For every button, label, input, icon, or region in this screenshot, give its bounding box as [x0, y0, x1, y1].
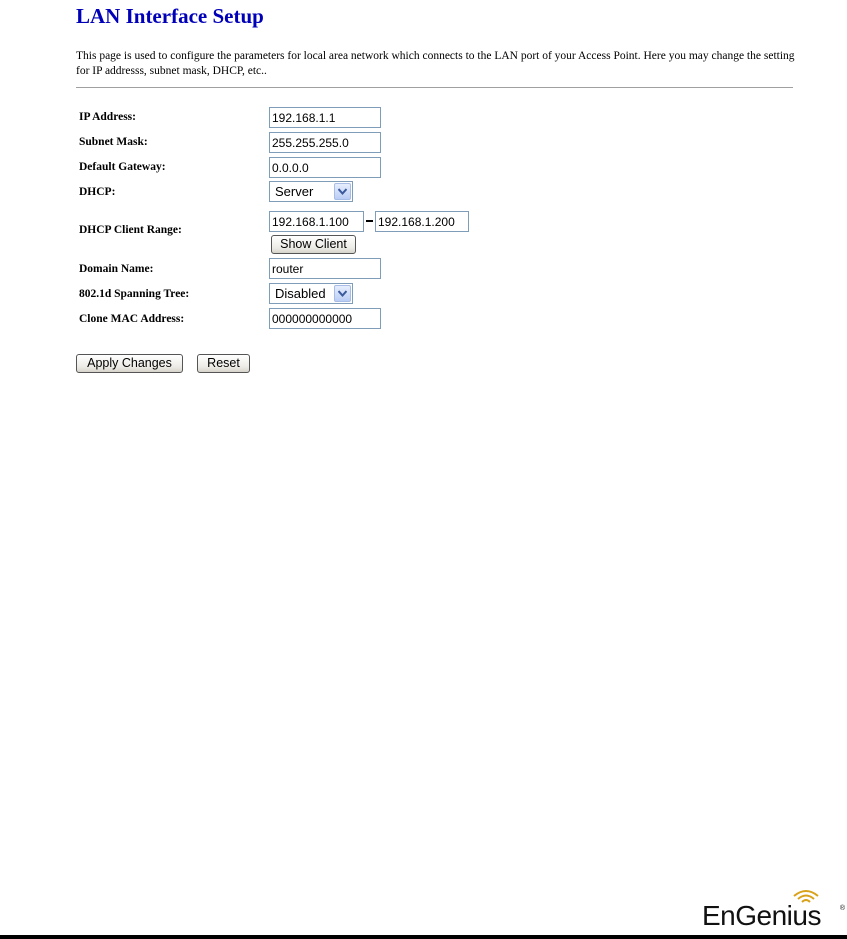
page-description: This page is used to configure the parameters for local area network which connects to the LAN port of your Access Point. Here you may change the setting for IP addresss, subnet mask, DHCP, etc..: [76, 50, 795, 77]
dhcp-select[interactable]: [269, 181, 353, 202]
chevron-down-icon[interactable]: [334, 285, 351, 302]
chevron-down-icon[interactable]: [334, 183, 351, 200]
dhcp-client-range-label: DHCP Client Range:: [79, 224, 182, 236]
spanning-tree-select[interactable]: [269, 283, 353, 304]
header-divider: [76, 87, 793, 88]
dhcp-label: DHCP:: [79, 186, 116, 198]
logo-text: EnGenius: [702, 900, 821, 931]
spanning-tree-select-value: Disabled: [275, 286, 326, 301]
apply-changes-button[interactable]: Apply Changes: [76, 354, 183, 373]
domain-name-label: Domain Name:: [79, 263, 154, 275]
clone-mac-label: Clone MAC Address:: [79, 313, 185, 325]
subnet-mask-label: Subnet Mask:: [79, 136, 148, 148]
domain-name-input[interactable]: [269, 258, 381, 279]
engenius-logo: [702, 888, 847, 932]
registered-mark: ®: [839, 905, 845, 912]
ip-address-input[interactable]: [269, 107, 381, 128]
bottom-border: [0, 935, 847, 939]
range-separator: [366, 220, 373, 222]
spanning-tree-label: 802.1d Spanning Tree:: [79, 288, 190, 300]
default-gateway-label: Default Gateway:: [79, 161, 166, 173]
dhcp-range-start-input[interactable]: [269, 211, 364, 232]
dhcp-select-value: Server: [275, 184, 314, 199]
reset-button[interactable]: Reset: [197, 354, 250, 373]
default-gateway-input[interactable]: [269, 157, 381, 178]
ip-address-label: IP Address:: [79, 111, 136, 123]
show-client-button[interactable]: Show Client: [271, 235, 356, 254]
subnet-mask-input[interactable]: [269, 132, 381, 153]
page-title: LAN Interface Setup: [76, 4, 264, 28]
dhcp-range-end-input[interactable]: [375, 211, 469, 232]
clone-mac-input[interactable]: [269, 308, 381, 329]
